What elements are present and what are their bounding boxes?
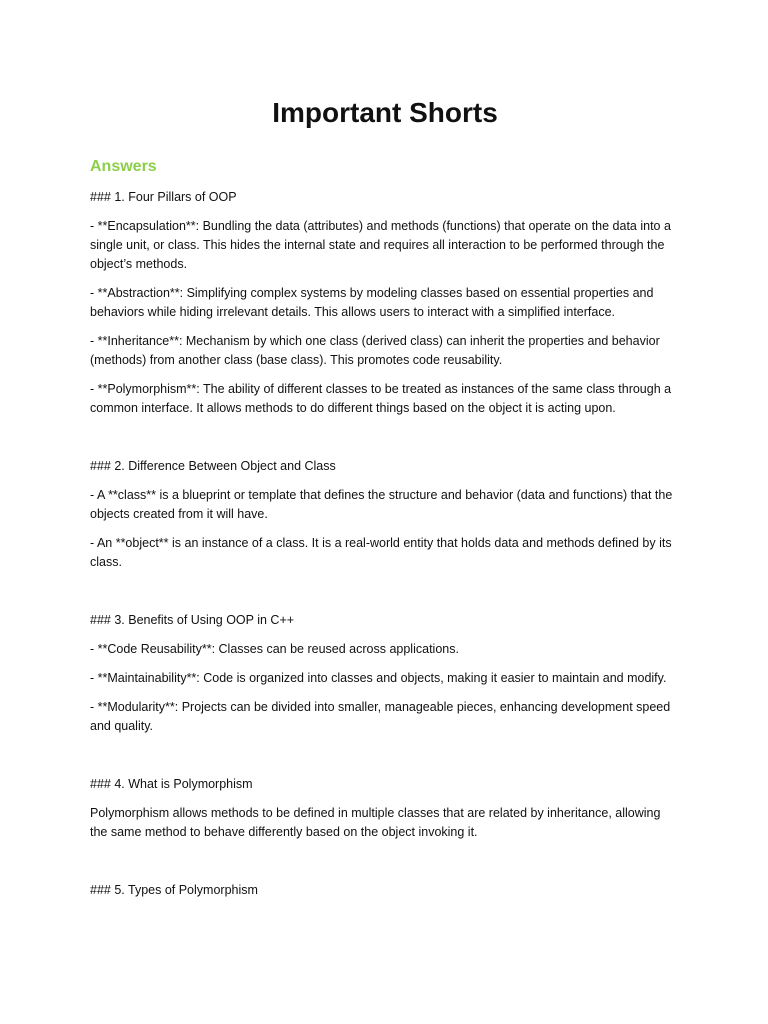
- paragraph: - An **object** is an instance of a class. It is a real-world entity that holds data and methods defined by its class.: [90, 536, 672, 569]
- paragraph: - **Abstraction**: Simplifying complex systems by modeling classes based on essential properties and behaviors while hiding irrelevant details. This allows users to interact with a simplified interface.: [90, 286, 654, 319]
- section-heading: ### 3. Benefits of Using OOP in C++: [90, 613, 295, 627]
- paragraph: Polymorphism allows methods to be defined in multiple classes that are related by inheritance, allowing the same method to behave differently based on the object invoking it.: [90, 806, 661, 839]
- section-3: [90, 611, 680, 736]
- spacer: [90, 582, 680, 611]
- page-title: Important Shorts: [272, 97, 498, 128]
- paragraph: - **Maintainability**: Code is organized into classes and objects, making it easier to maintain and modify.: [90, 671, 667, 685]
- spacer: [90, 746, 680, 775]
- section-heading: ### 2. Difference Between Object and Class: [90, 459, 336, 473]
- section-1: [90, 188, 680, 418]
- section-heading: ### 4. What is Polymorphism: [90, 777, 253, 791]
- section-2: [90, 457, 680, 572]
- section-heading: ### 1. Four Pillars of OOP: [90, 190, 237, 204]
- paragraph: - **Code Reusability**: Classes can be reused across applications.: [90, 642, 459, 656]
- paragraph: - **Inheritance**: Mechanism by which one class (derived class) can inherit the properties and behavior (methods) from another class (base class). This promotes code reusability.: [90, 334, 660, 367]
- section-heading: ### 5. Types of Polymorphism: [90, 883, 258, 897]
- paragraph: - A **class** is a blueprint or template that defines the structure and behavior (data and functions) that the objects created from it will have.: [90, 488, 673, 521]
- spacer: [90, 852, 680, 881]
- section-5: [90, 881, 680, 900]
- section-4: [90, 775, 680, 842]
- section-subtitle: Answers: [90, 158, 157, 175]
- paragraph: - **Polymorphism**: The ability of different classes to be treated as instances of the same class through a common interface. It allows methods to do different things based on the object it is acting upon.: [90, 382, 672, 415]
- paragraph: - **Modularity**: Projects can be divided into smaller, manageable pieces, enhancing development speed and quality.: [90, 700, 671, 733]
- spacer: [90, 428, 680, 457]
- paragraph: - **Encapsulation**: Bundling the data (attributes) and methods (functions) that operate on the data into a single unit, or class. This hides the internal state and requires all interaction to be performed through the object’s methods.: [90, 219, 671, 271]
- document-content: [90, 92, 680, 910]
